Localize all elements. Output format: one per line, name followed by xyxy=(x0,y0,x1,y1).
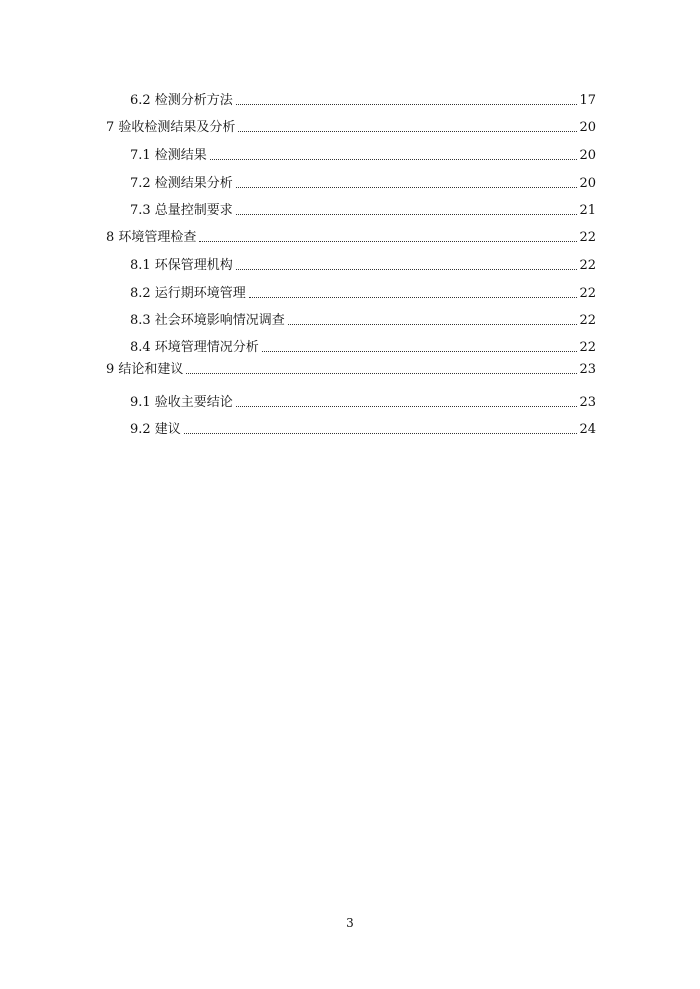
toc-dot-leader xyxy=(262,350,578,352)
toc-entry-title: 7 验收检测结果及分析 xyxy=(106,120,236,135)
toc-entry-title: 8 环境管理检查 xyxy=(106,230,197,245)
toc-entry-page: 17 xyxy=(579,93,596,108)
toc-dot-leader xyxy=(199,240,577,242)
toc-entry[interactable] xyxy=(130,144,596,164)
toc-entry-title: 7.2 检测结果分析 xyxy=(130,176,233,191)
toc-entry[interactable] xyxy=(130,89,596,109)
toc-entry-page: 23 xyxy=(579,362,596,377)
toc-entry-title: 8.3 社会环境影响情况调查 xyxy=(130,313,285,328)
toc-dot-leader xyxy=(236,405,578,407)
toc-entry[interactable] xyxy=(106,358,596,378)
toc-entry-title: 8.1 环保管理机构 xyxy=(130,258,233,273)
toc-entry-title: 9.2 建议 xyxy=(130,422,181,437)
toc-dot-leader xyxy=(238,130,577,132)
toc-dot-leader xyxy=(184,432,578,434)
toc-entry[interactable] xyxy=(130,282,596,302)
toc-entry-page: 21 xyxy=(579,203,596,218)
toc-entry-page: 22 xyxy=(579,313,596,328)
toc-entry-page: 22 xyxy=(579,230,596,245)
toc-dot-leader xyxy=(236,103,578,105)
toc-entry[interactable] xyxy=(130,309,596,329)
toc-dot-leader xyxy=(236,213,578,215)
toc-entry-page: 23 xyxy=(579,395,596,410)
toc-dot-leader xyxy=(249,296,578,298)
toc-entry-title: 8.2 运行期环境管理 xyxy=(130,286,246,301)
toc-entry[interactable] xyxy=(130,391,596,411)
toc-dot-leader xyxy=(236,186,578,188)
toc-entry-page: 20 xyxy=(579,120,596,135)
toc-entry[interactable] xyxy=(130,418,596,438)
toc-dot-leader xyxy=(210,158,578,160)
toc-entry-page: 22 xyxy=(579,286,596,301)
toc-entry-page: 20 xyxy=(579,148,596,163)
toc-entry[interactable] xyxy=(130,254,596,274)
toc-entry-title: 6.2 检测分析方法 xyxy=(130,93,233,108)
toc-entry-page: 22 xyxy=(579,258,596,273)
toc-entry-title: 7.1 检测结果 xyxy=(130,148,207,163)
toc-entry-page: 20 xyxy=(579,176,596,191)
toc-entry[interactable] xyxy=(130,199,596,219)
toc-entry-title: 9.1 验收主要结论 xyxy=(130,395,233,410)
toc-entry[interactable] xyxy=(106,116,596,136)
toc-dot-leader xyxy=(288,323,578,325)
toc-dot-leader xyxy=(186,372,577,374)
page-number: 3 xyxy=(346,916,354,930)
toc-entry-page: 22 xyxy=(579,340,596,355)
toc-entry-title: 9 结论和建议 xyxy=(106,362,184,377)
toc-entry-title: 8.4 环境管理情况分析 xyxy=(130,340,259,355)
toc-entry-page: 24 xyxy=(579,422,596,437)
toc-entry[interactable] xyxy=(130,172,596,192)
toc-entry[interactable] xyxy=(106,226,596,246)
toc-entry-title: 7.3 总量控制要求 xyxy=(130,203,233,218)
toc-entry[interactable] xyxy=(130,336,596,356)
toc-dot-leader xyxy=(236,268,578,270)
